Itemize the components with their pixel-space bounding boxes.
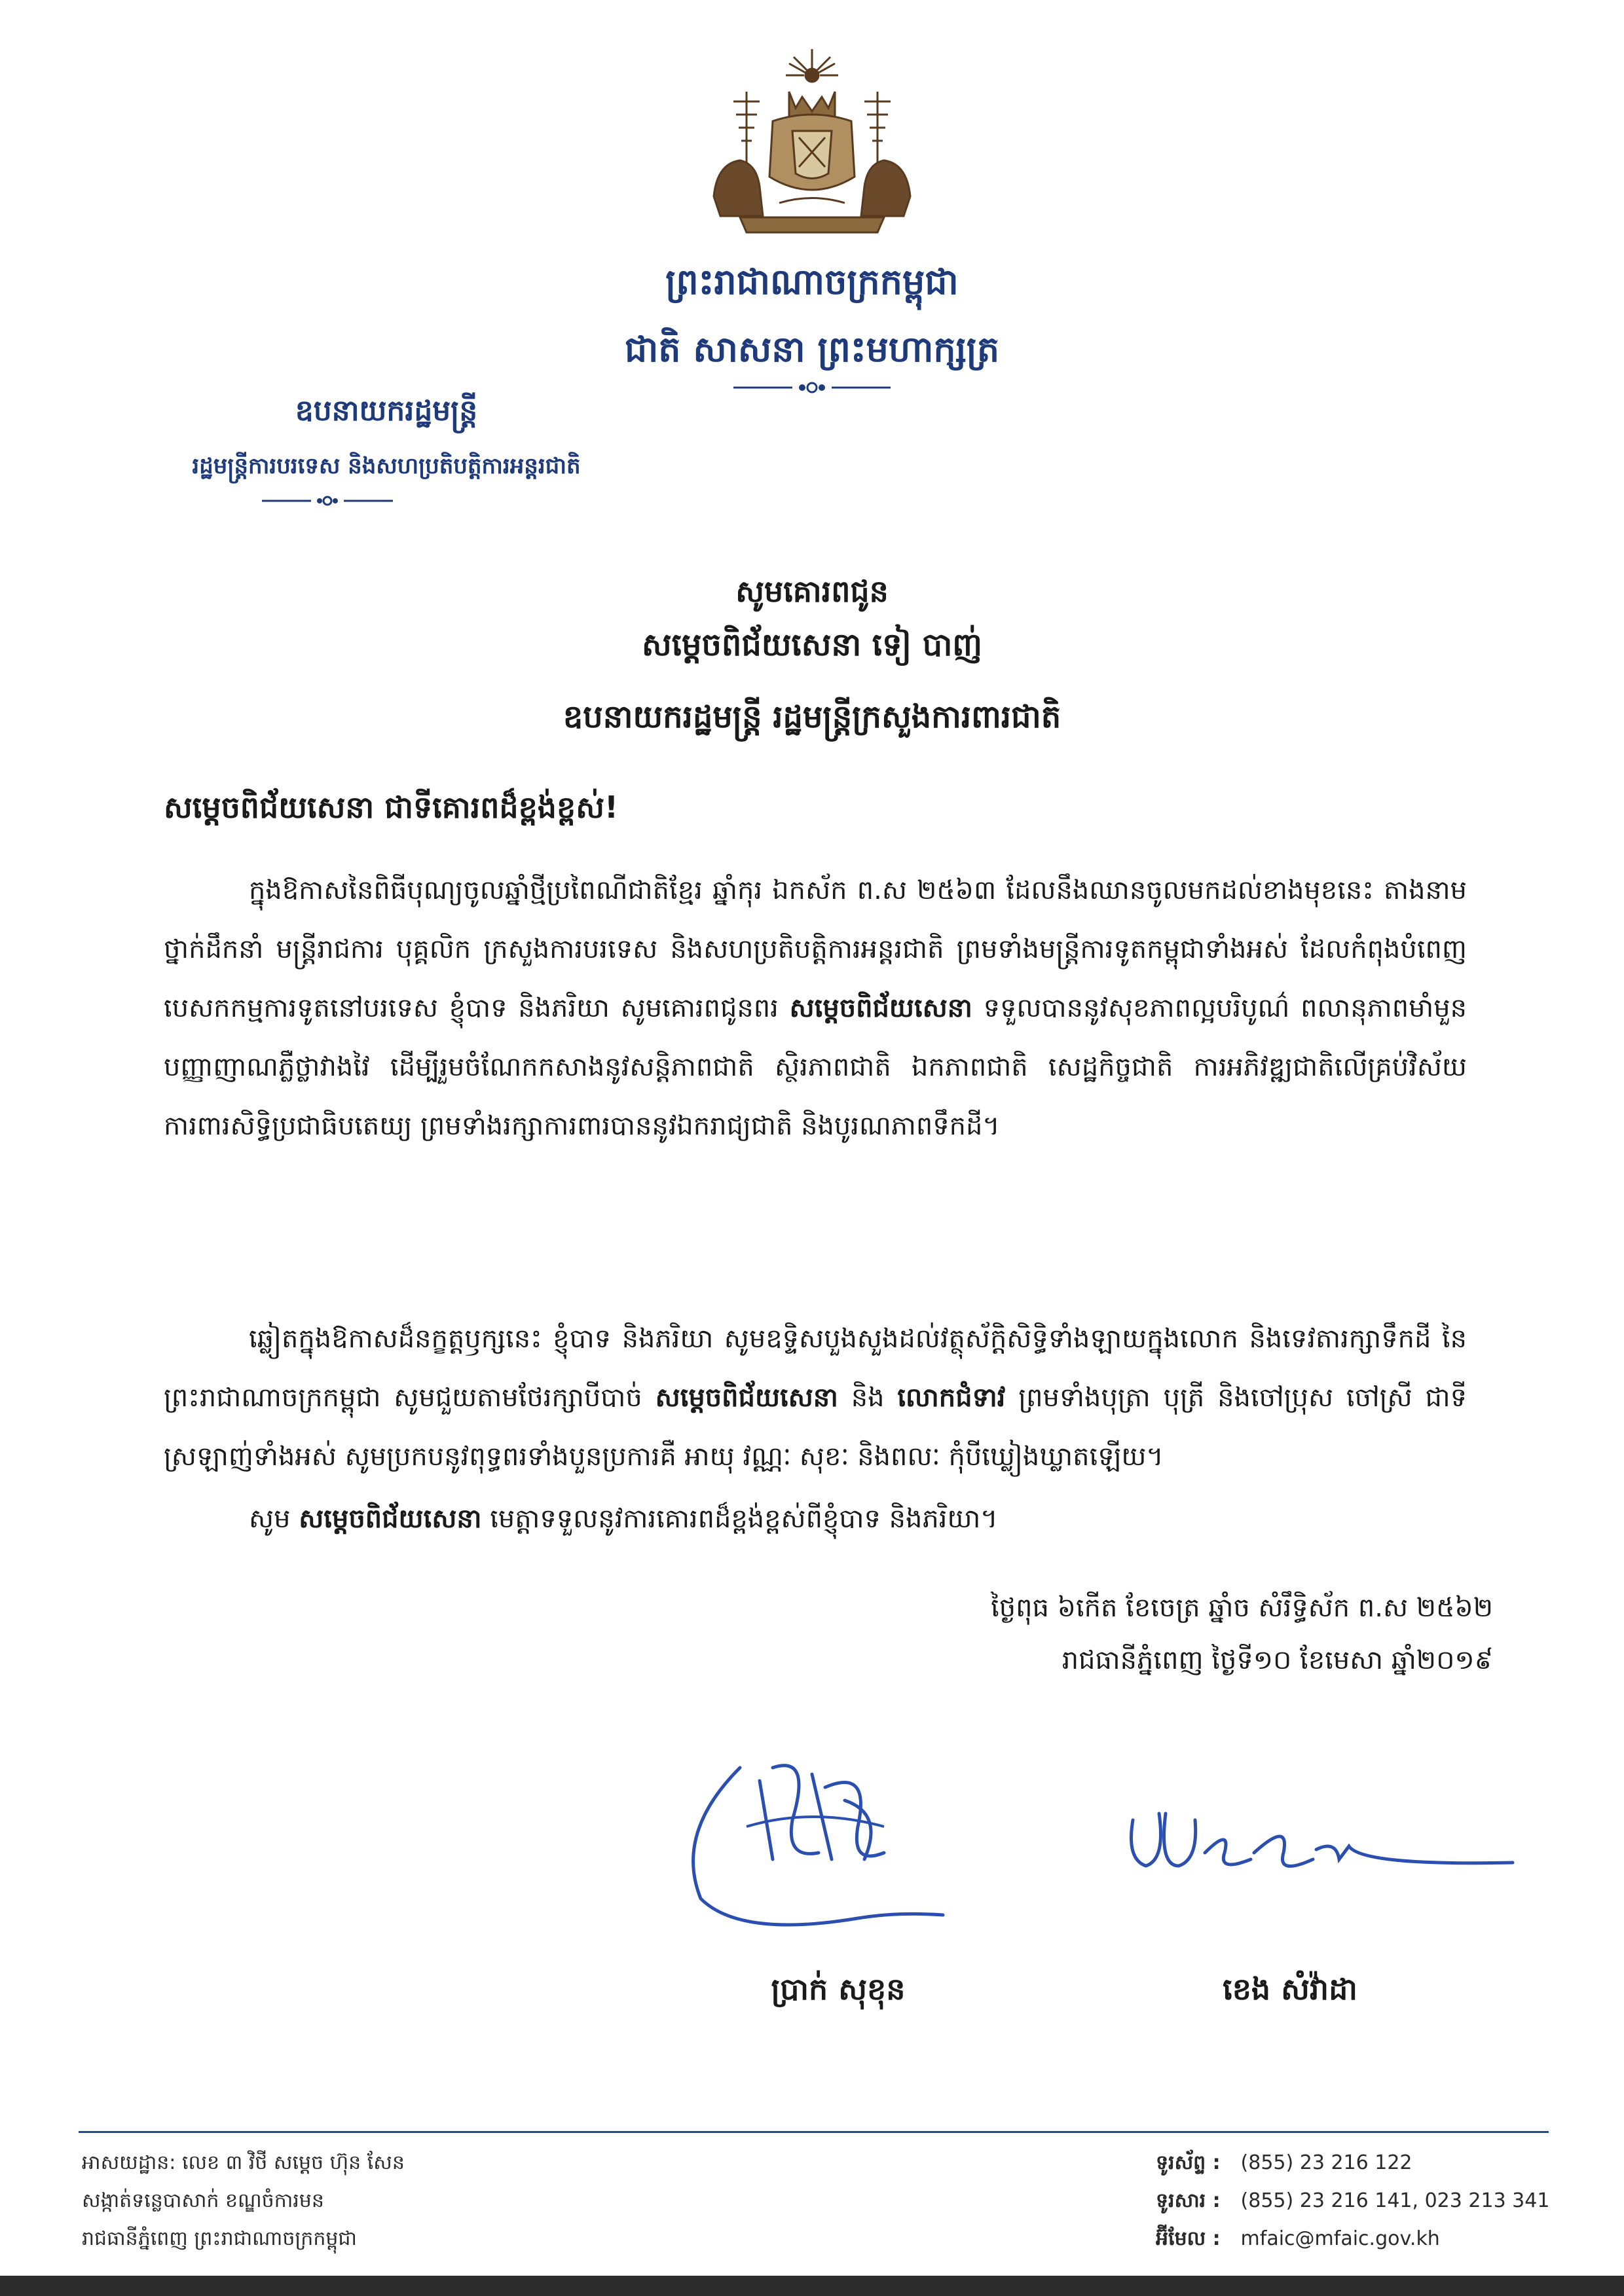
signature-left <box>661 1728 950 1938</box>
footer-address-line-1: អាសយដ្ឋាន: លេខ ៣ វិថី សម្តេច ហ៊ុន សែន <box>82 2151 405 2174</box>
p1-text-b: ទទួលបាននូវសុខភាពល្អបរិបូណ៌ ពលានុភាពមាំមួន បញ្ញាញាណភ្លឺថ្លាវាងវៃ ដើម្បីរួមចំណែកកសាងនូវសន្តិភាពជាតិ ស្ថិរភាពជាតិ ឯកភាពជាតិ សេដ្ឋកិច្ចជាតិ ការអភិវឌ្ឍជាតិលើគ្រប់វិស័យ ការពារសិទ្ធិប្រជាធិបតេយ្យ ព្រមទាំងរក្សាការពារបាននូវឯករាជ្យជាតិ និងបូរណភាពទឹកដី។ <box>164 993 1467 1141</box>
date-lunar: ថ្ងៃពុធ ៦កើត ខែចេត្រ ឆ្នាំច សំរឹទ្ធិស័ក ព.ស ២៥៦២ <box>991 1593 1493 1623</box>
bottom-scan-band <box>0 2276 1624 2296</box>
sender-ministry: រដ្ឋមន្ត្រីការបរទេស និងសហប្រតិបត្តិការអន្តរជាតិ <box>192 453 581 479</box>
p2-wife-title: លោកជំទាវ <box>897 1383 1006 1413</box>
addressee-title: ឧបនាយករដ្ឋមន្ត្រី រដ្ឋមន្ត្រីក្រសួងការពារជាតិ <box>563 699 1061 735</box>
p3-text-a: សូម <box>249 1504 291 1534</box>
kingdom-title: ព្រះរាជាណាចក្រកម្ពុជា <box>665 261 959 302</box>
phone-label: ទូរស័ព្ទ : <box>1156 2151 1221 2174</box>
footer-address-line-2: សង្កាត់ទន្លេបាសាក់ ខណ្ឌចំការមន <box>82 2189 324 2212</box>
signer-left-name: ប្រាក់ សុខុន <box>771 1971 906 2007</box>
p3-addressee-name: សម្តេចពិជ័យសេនា <box>299 1504 482 1534</box>
salutation: សម្តេចពិជ័យសេនា ជាទីគោរពដ៏ខ្ពង់ខ្ពស់! <box>164 790 618 825</box>
p1-text-a: ក្នុងឱកាសនៃពិធីបុណ្យចូលឆ្នាំថ្មីប្រពៃណីជាតិខ្មែរ ឆ្នាំកុរ ឯកស័ក ព.ស ២៥៦៣ ដែលនឹងឈានចូលមកដល់ខាងមុខនេះ តាងនាមថ្នាក់ដឹកនាំ មន្ត្រីរាជការ បុគ្គលិក ក្រសួងការបរទេស និងសហប្រតិបត្តិការអន្តរជាតិ ព្រមទាំងមន្ត្រីការទូតកម្ពុជាទាំងអស់ ដែលកំពុងបំពេញបេសកកម្មការទូតនៅបរទេស ខ្ញុំបាទ និងភរិយា សូមគោរពជូនពរ <box>164 875 1467 1023</box>
p2-addressee-name: សម្តេចពិជ័យសេនា <box>655 1383 838 1413</box>
sender-title: ឧបនាយករដ្ឋមន្ត្រី <box>295 394 478 428</box>
respect-line: សូមគោរពជូន <box>735 574 889 609</box>
footer-fax <box>1156 2182 1549 2220</box>
signature-right <box>1120 1787 1526 1899</box>
motto-divider-ornament <box>733 380 891 395</box>
footer-email <box>1156 2220 1440 2258</box>
royal-coat-of-arms-emblem <box>701 46 923 242</box>
footer-divider <box>79 2131 1549 2133</box>
fax-label: ទូរសារ : <box>1156 2189 1221 2212</box>
p2-text-a: ឆ្លៀតក្នុងឱកាសដ៏នក្ខត្តឫក្សនេះ ខ្ញុំបាទ និងភរិយា សូមឧទ្ទិសបួងសួងដល់វត្ថុស័ក្តិសិទ្ធិទាំងឡាយក្នុងលោក និងទេវតារក្សាទឹកដី នៃព្រះរាជាណាចក្រកម្ពុជា សូមជួយតាមថែរក្សាបីបាច់ <box>164 1324 1467 1413</box>
ministry-divider-ornament <box>262 494 393 507</box>
national-motto: ជាតិ សាសនា ព្រះមហាក្សត្រ <box>624 329 1000 370</box>
email-label: អ៊ីមែល : <box>1156 2227 1221 2250</box>
email-address[interactable]: mfaic@mfaic.gov.kh <box>1240 2227 1440 2250</box>
phone-number: (855) 23 216 122 <box>1240 2151 1412 2174</box>
date-solar: រាជធានីភ្នំពេញ ថ្ងៃទី១០ ខែមេសា ឆ្នាំ២០១៩ <box>1061 1645 1493 1675</box>
p3-text-b: មេត្តាទទួលនូវការគោរពដ៏ខ្ពង់ខ្ពស់ពីខ្ញុំបាទ និងភរិយា។ <box>490 1504 998 1534</box>
p2-and: និង <box>851 1383 885 1413</box>
body-paragraph-1 <box>164 861 1467 1156</box>
footer-phone <box>1156 2144 1412 2182</box>
body-paragraph-3 <box>164 1489 1467 1548</box>
footer-address-line-3: រាជធានីភ្នំពេញ ព្រះរាជាណាចក្រកម្ពុជា <box>82 2227 357 2250</box>
p2-text-b: ព្រមទាំងបុត្រា បុត្រី និងចៅប្រុស ចៅស្រី ជាទីស្រឡាញ់ទាំងអស់ សូមប្រកបនូវពុទ្ធពរទាំងបួនប្រការគឺ អាយុ វណ្ណៈ សុខៈ និងពលៈ កុំបីឃ្លៀងឃ្លាតឡើយ។ <box>164 1383 1467 1472</box>
body-paragraph-2 <box>164 1309 1467 1486</box>
signer-right-name: ខេង សំវ៉ាដា <box>1223 1971 1357 2007</box>
p1-addressee-name: សម្តេចពិជ័យសេនា <box>789 993 972 1023</box>
addressee-name: សម្តេចពិជ័យសេនា ទៀ បាញ់ <box>642 627 982 663</box>
fax-number: (855) 23 216 141, 023 213 341 <box>1240 2189 1550 2212</box>
